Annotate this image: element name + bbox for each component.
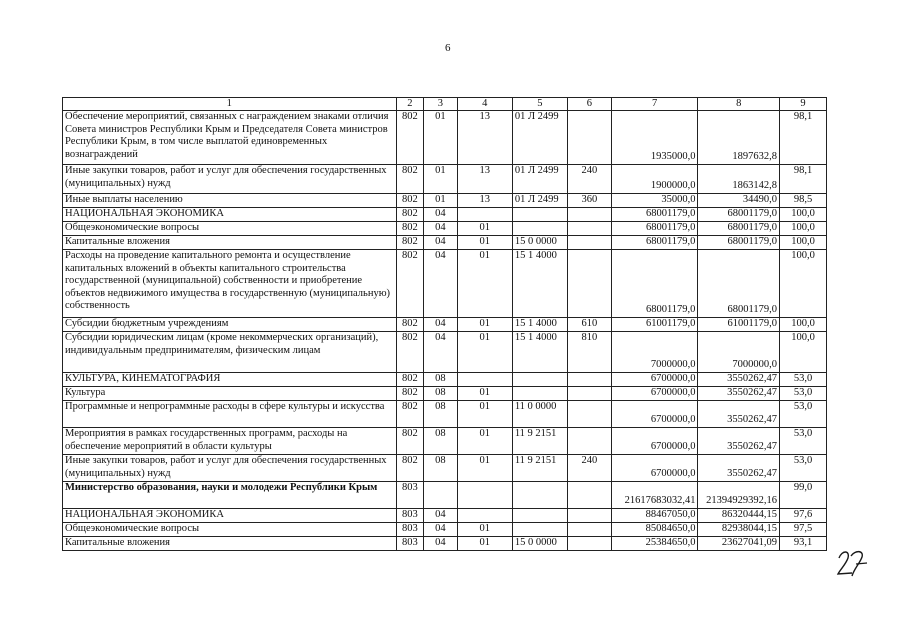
row-code-2: 803 [396,537,424,551]
row-amount-actual: 3550262,47 [698,401,780,428]
row-name: Субсидии бюджетным учреждениям [63,318,397,332]
row-code-2: 802 [396,387,424,401]
col-header-8: 8 [698,98,780,111]
table-row [63,537,827,551]
row-code-3 [424,482,458,509]
row-percent: 100,0 [780,236,827,250]
row-percent: 97,6 [780,509,827,523]
row-code-6: 240 [567,455,611,482]
col-header-5: 5 [512,98,567,111]
row-code-6 [567,523,611,537]
table-row [63,194,827,208]
row-percent: 100,0 [780,222,827,236]
row-amount-plan: 21617683032,41 [611,482,698,509]
row-code-4: 01 [457,236,512,250]
row-amount-actual: 7000000,0 [698,332,780,373]
row-name: КУЛЬТУРА, КИНЕМАТОГРАФИЯ [63,373,397,387]
table-row [63,318,827,332]
row-amount-plan: 85084650,0 [611,523,698,537]
col-header-6: 6 [567,98,611,111]
row-amount-actual: 3550262,47 [698,387,780,401]
row-percent: 97,5 [780,523,827,537]
row-code-2: 802 [396,208,424,222]
col-header-4: 4 [457,98,512,111]
row-amount-plan: 6700000,0 [611,387,698,401]
row-code-4: 01 [457,387,512,401]
row-amount-actual: 61001179,0 [698,318,780,332]
row-code-5: 15 1 4000 [512,250,567,318]
row-name: Культура [63,387,397,401]
row-name: Субсидии юридическим лицам (кроме некоммерческих организаций), индивидуальным предпринимателям, физическим лицам [63,332,397,373]
table-row [63,165,827,194]
row-code-3: 08 [424,401,458,428]
row-code-5 [512,482,567,509]
table-row [63,428,827,455]
row-code-3: 04 [424,208,458,222]
row-amount-actual: 86320444,15 [698,509,780,523]
row-name: Расходы на проведение капитального ремонта и осуществление капитальных вложений в объекты капитального строительства государственной (муниципальной) собственности и приобретение объектов недвижимого имущества в государственную (муниципальную) собственность [63,250,397,318]
col-header-1: 1 [63,98,397,111]
row-code-6 [567,428,611,455]
row-code-2: 802 [396,250,424,318]
row-amount-actual: 68001179,0 [698,250,780,318]
table-row [63,332,827,373]
row-code-6 [567,373,611,387]
row-amount-actual: 68001179,0 [698,222,780,236]
row-code-6 [567,111,611,165]
row-code-6 [567,250,611,318]
row-code-6 [567,509,611,523]
table-row [63,222,827,236]
row-name: Общеэкономические вопросы [63,523,397,537]
row-code-6 [567,537,611,551]
row-code-4: 01 [457,401,512,428]
row-code-5 [512,208,567,222]
row-code-4 [457,373,512,387]
row-code-5: 11 9 2151 [512,428,567,455]
row-code-6: 240 [567,165,611,194]
row-amount-actual: 1863142,8 [698,165,780,194]
col-header-9: 9 [780,98,827,111]
row-code-2: 803 [396,482,424,509]
row-amount-plan: 68001179,0 [611,222,698,236]
row-amount-plan: 6700000,0 [611,401,698,428]
row-code-4: 01 [457,332,512,373]
col-header-3: 3 [424,98,458,111]
row-amount-plan: 68001179,0 [611,236,698,250]
table-row [63,111,827,165]
col-header-2: 2 [396,98,424,111]
row-name: Министерство образования, науки и молодежи Республики Крым [63,482,397,509]
table-body [63,111,827,551]
row-percent: 93,1 [780,537,827,551]
row-name: Общеэкономические вопросы [63,222,397,236]
row-code-4: 13 [457,194,512,208]
row-code-2: 802 [396,194,424,208]
table-row [63,401,827,428]
row-code-6: 610 [567,318,611,332]
table-row [63,250,827,318]
budget-table [62,97,827,551]
row-amount-plan: 35000,0 [611,194,698,208]
row-name: Иные закупки товаров, работ и услуг для обеспечения государственных (муниципальных) нужд [63,455,397,482]
row-amount-actual: 68001179,0 [698,208,780,222]
row-code-3: 01 [424,194,458,208]
table-row [63,373,827,387]
row-amount-actual: 82938044,15 [698,523,780,537]
row-percent: 53,0 [780,455,827,482]
row-code-3: 04 [424,537,458,551]
row-amount-plan: 6700000,0 [611,428,698,455]
row-code-5 [512,509,567,523]
row-code-3: 08 [424,387,458,401]
row-name: Программные и непрограммные расходы в сфере культуры и искусства [63,401,397,428]
row-code-6: 810 [567,332,611,373]
row-code-5: 11 9 2151 [512,455,567,482]
row-code-4: 01 [457,523,512,537]
row-code-5: 15 1 4000 [512,318,567,332]
row-percent: 100,0 [780,332,827,373]
row-code-2: 802 [396,428,424,455]
row-amount-plan: 6700000,0 [611,373,698,387]
row-percent: 53,0 [780,401,827,428]
table-row [63,509,827,523]
row-amount-plan: 1935000,0 [611,111,698,165]
row-code-6 [567,401,611,428]
row-code-4 [457,482,512,509]
row-code-4: 01 [457,428,512,455]
row-code-5: 01 Л 2499 [512,111,567,165]
row-code-3: 08 [424,455,458,482]
row-code-4 [457,208,512,222]
row-code-2: 802 [396,401,424,428]
handwritten-signature [836,546,870,578]
row-percent: 98,1 [780,165,827,194]
row-percent: 98,5 [780,194,827,208]
row-code-4 [457,509,512,523]
row-code-4: 01 [457,222,512,236]
row-amount-actual: 3550262,47 [698,373,780,387]
row-code-5 [512,523,567,537]
row-code-6: 360 [567,194,611,208]
row-code-4: 13 [457,165,512,194]
header-row [63,98,827,111]
table-row [63,387,827,401]
row-amount-plan: 88467050,0 [611,509,698,523]
table-row [63,208,827,222]
row-name: Капитальные вложения [63,537,397,551]
row-percent: 53,0 [780,387,827,401]
row-code-2: 803 [396,523,424,537]
row-code-6 [567,236,611,250]
row-code-2: 802 [396,373,424,387]
row-code-5 [512,387,567,401]
row-code-6 [567,208,611,222]
row-code-4: 13 [457,111,512,165]
row-code-5: 01 Л 2499 [512,194,567,208]
row-amount-plan: 7000000,0 [611,332,698,373]
row-amount-plan: 25384650,0 [611,537,698,551]
row-amount-actual: 23627041,09 [698,537,780,551]
row-code-4: 01 [457,455,512,482]
row-code-3: 04 [424,509,458,523]
row-name: Мероприятия в рамках государственных программ, расходы на обеспечение мероприятий в области культуры [63,428,397,455]
row-name: НАЦИОНАЛЬНАЯ ЭКОНОМИКА [63,509,397,523]
row-amount-plan: 1900000,0 [611,165,698,194]
row-percent: 100,0 [780,208,827,222]
row-code-5: 15 0 0000 [512,537,567,551]
row-amount-actual: 3550262,47 [698,428,780,455]
row-code-2: 802 [396,222,424,236]
table-row [63,482,827,509]
row-code-3: 04 [424,332,458,373]
row-code-2: 802 [396,318,424,332]
row-percent: 53,0 [780,428,827,455]
row-percent: 100,0 [780,318,827,332]
row-amount-actual: 3550262,47 [698,455,780,482]
col-header-7: 7 [611,98,698,111]
row-code-3: 04 [424,222,458,236]
row-code-5: 15 0 0000 [512,236,567,250]
row-code-2: 802 [396,165,424,194]
row-percent: 98,1 [780,111,827,165]
row-code-6 [567,222,611,236]
row-percent: 100,0 [780,250,827,318]
row-code-2: 802 [396,111,424,165]
row-code-3: 01 [424,165,458,194]
row-code-5 [512,222,567,236]
row-amount-plan: 6700000,0 [611,455,698,482]
row-code-3: 08 [424,373,458,387]
row-name: Капитальные вложения [63,236,397,250]
row-amount-actual: 21394929392,16 [698,482,780,509]
table-row [63,236,827,250]
row-code-2: 802 [396,455,424,482]
row-code-4: 01 [457,318,512,332]
row-code-2: 802 [396,236,424,250]
row-code-2: 802 [396,332,424,373]
row-code-6 [567,387,611,401]
row-amount-plan: 61001179,0 [611,318,698,332]
row-code-3: 08 [424,428,458,455]
row-code-4: 01 [457,250,512,318]
row-amount-actual: 34490,0 [698,194,780,208]
row-code-6 [567,482,611,509]
table-row [63,455,827,482]
row-name: Иные закупки товаров, работ и услуг для обеспечения государственных (муниципальных) нужд [63,165,397,194]
row-code-4: 01 [457,537,512,551]
row-name: Иные выплаты населению [63,194,397,208]
row-code-3: 04 [424,250,458,318]
row-code-5: 01 Л 2499 [512,165,567,194]
row-code-3: 04 [424,236,458,250]
row-percent: 53,0 [780,373,827,387]
row-code-5: 15 1 4000 [512,332,567,373]
row-amount-plan: 68001179,0 [611,208,698,222]
row-name: НАЦИОНАЛЬНАЯ ЭКОНОМИКА [63,208,397,222]
row-amount-actual: 1897632,8 [698,111,780,165]
row-code-2: 803 [396,509,424,523]
row-code-5 [512,373,567,387]
row-name: Обеспечение мероприятий, связанных с награждением знаками отличия Совета министров Республики Крым и Председателя Совета министров Республики Крым, в том числе выплатой единовременных вознаграждений [63,111,397,165]
row-amount-actual: 68001179,0 [698,236,780,250]
row-code-3: 04 [424,523,458,537]
table-row [63,523,827,537]
row-percent: 99,0 [780,482,827,509]
row-code-3: 01 [424,111,458,165]
row-code-3: 04 [424,318,458,332]
page-number: 6 [445,42,451,54]
row-code-5: 11 0 0000 [512,401,567,428]
row-amount-plan: 68001179,0 [611,250,698,318]
